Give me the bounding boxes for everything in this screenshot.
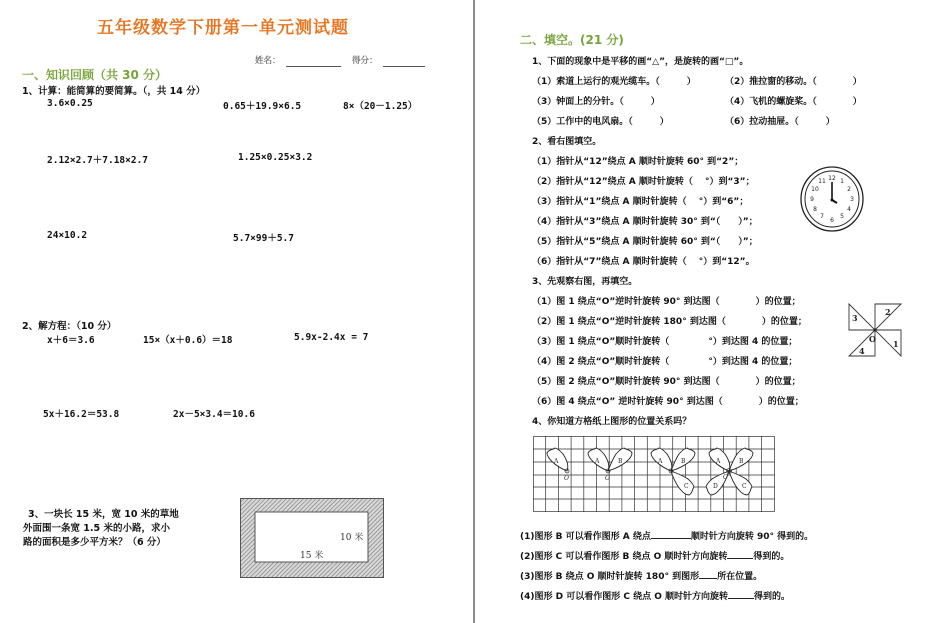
svg-text:C: C bbox=[684, 483, 689, 490]
svg-text:10: 10 bbox=[811, 186, 819, 193]
length-label: 15 米 bbox=[300, 551, 324, 561]
section2-title: 二、填空。(21 分) bbox=[520, 33, 624, 47]
width-label: 10 米 bbox=[340, 533, 364, 543]
name-field[interactable] bbox=[255, 48, 341, 67]
svg-text:11: 11 bbox=[818, 178, 826, 185]
svg-text:B: B bbox=[739, 458, 744, 465]
section1-title: 一、知识回顾（共 30 分） bbox=[22, 68, 168, 82]
grid-flowers-graphic bbox=[533, 436, 775, 512]
s2-q4-item-4 bbox=[520, 589, 790, 602]
s2-q2-prompt: 2、看右图填空。 bbox=[532, 137, 602, 147]
s2-q4-item-3-blank[interactable] bbox=[699, 570, 717, 579]
svg-text:A: A bbox=[658, 458, 663, 465]
s2-q2-item-6: （6）指针从“7”绕点 A 顺时针旋转（ °）到“12”。 bbox=[532, 257, 755, 267]
s2-q4-item-2 bbox=[520, 549, 789, 562]
s2-q4-item-1-post: 顺时针方向旋转 90° 得到的。 bbox=[690, 532, 814, 542]
expression-1: 3.6×0.25 bbox=[47, 98, 93, 109]
s2-q1-item-4: （4）飞机的螺旋桨。（ ） bbox=[725, 97, 862, 107]
s2-q3-item-3: （3）图 1 绕点“O”顺时针旋转（ °）到达图 4 的位置； bbox=[532, 337, 798, 347]
equation-3: 5.9x-2.4x = 7 bbox=[294, 332, 369, 343]
s2-q1-item-2: （2）推拉窗的移动。（ ） bbox=[725, 77, 862, 87]
s2-q1-item-1: （1）索道上运行的观光缆车。（ ） bbox=[532, 77, 696, 87]
q3-line-1: 3、一块长 15 米，宽 10 米的草地 bbox=[28, 509, 179, 520]
s2-q4-item-4-blank[interactable] bbox=[728, 590, 754, 599]
pinwheel-figure bbox=[847, 302, 903, 358]
s2-q2-item-1: （1）指针从“12”绕点 A 顺时针旋转 60° 到“2”； bbox=[532, 157, 744, 167]
svg-text:1: 1 bbox=[893, 339, 899, 349]
right-page bbox=[475, 0, 946, 623]
svg-text:3: 3 bbox=[850, 196, 854, 203]
q1-prompt: 1、计算：能简算的要简算。（，共 14 分） bbox=[22, 86, 206, 97]
svg-text:7: 7 bbox=[820, 213, 824, 220]
svg-text:2: 2 bbox=[885, 307, 891, 317]
s2-q4-item-4-post: 得到的。 bbox=[754, 592, 791, 602]
svg-text:O: O bbox=[605, 475, 610, 482]
s2-q4-item-3-pre: (3)图形 B 绕点 O 顺时针旋转 180° 到图形 bbox=[520, 572, 700, 582]
score-blank[interactable] bbox=[383, 57, 425, 67]
svg-text:4: 4 bbox=[847, 206, 851, 213]
svg-text:B: B bbox=[618, 458, 623, 465]
s2-q1-item-6: （6）拉动抽屉。（ ） bbox=[725, 117, 835, 127]
equation-2: 15×（x＋0.6）＝18 bbox=[143, 335, 233, 346]
s2-q4-item-3 bbox=[520, 569, 762, 582]
clock-figure bbox=[799, 166, 865, 232]
s2-q4-item-4-pre: (4)图形 D 可以看作图形 C 绕点 O 顺时针方向旋转 bbox=[520, 592, 729, 602]
s2-q4-item-2-post: 得到的。 bbox=[753, 552, 790, 562]
svg-text:5: 5 bbox=[840, 213, 844, 220]
expression-6: 24×10.2 bbox=[47, 230, 88, 241]
q2-prompt: 2、解方程：（10 分） bbox=[22, 321, 117, 332]
s2-q3-item-4: （4）图 2 绕点“O”顺时针旋转（ °）到达图 4 的位置； bbox=[532, 357, 798, 367]
s2-q4-prompt: 4、你知道方格纸上图形的位置关系吗？ bbox=[532, 417, 692, 427]
svg-text:1: 1 bbox=[840, 178, 844, 185]
svg-text:6: 6 bbox=[830, 217, 834, 224]
pinwheel-graphic bbox=[847, 302, 903, 358]
s2-q4-item-2-pre: (2)图形 C 可以看作图形 B 绕点 O 顺时针方向旋转 bbox=[520, 552, 728, 562]
expression-4: 2.12×2.7＋7.18×2.7 bbox=[47, 155, 149, 166]
rotation-grid-figure bbox=[533, 436, 775, 512]
s2-q4-item-1 bbox=[520, 529, 813, 542]
svg-text:A: A bbox=[554, 458, 559, 465]
svg-text:8: 8 bbox=[813, 206, 817, 213]
svg-text:12: 12 bbox=[828, 175, 836, 182]
s2-q1-item-3: （3）钟面上的分针。（ ） bbox=[532, 97, 660, 107]
svg-text:3: 3 bbox=[852, 313, 858, 323]
score-field[interactable] bbox=[352, 48, 425, 67]
svg-text:O: O bbox=[723, 474, 728, 481]
s2-q4-item-1-blank[interactable] bbox=[651, 530, 691, 539]
svg-text:4: 4 bbox=[859, 346, 865, 356]
q3-line-3: 路的面积是多少平方米？（6 分） bbox=[23, 537, 166, 548]
score-label: 得分： bbox=[352, 56, 378, 66]
s2-q4-item-2-blank[interactable] bbox=[727, 550, 753, 559]
expression-3: 8×（20－1.25） bbox=[343, 101, 418, 112]
expression-5: 1.25×0.25×3.2 bbox=[238, 152, 313, 163]
s2-q1-prompt: 1、下面的现象中是平移的画“△”，是旋转的画“□”。 bbox=[532, 57, 749, 67]
equation-4: 5x＋16.2＝53.8 bbox=[43, 409, 120, 420]
q3-text bbox=[23, 508, 179, 550]
equation-5: 2x－5×3.4＝10.6 bbox=[173, 409, 255, 420]
clock-icon bbox=[799, 166, 865, 232]
s2-q4-item-3-post: 所在位置。 bbox=[717, 572, 763, 582]
path-figure bbox=[240, 498, 384, 578]
svg-text:B: B bbox=[681, 458, 686, 465]
s2-q3-item-1: （1）图 1 绕点“O”逆时针旋转 90° 到达图（ ）的位置； bbox=[532, 297, 801, 307]
s2-q1-item-5: （5）工作中的电风扇。（ ） bbox=[532, 117, 669, 127]
s2-q3-item-6: （6）图 4 绕点“O” 逆时针旋转 90° 到达图（ ）的位置； bbox=[532, 397, 804, 407]
s2-q3-prompt: 3、先观察右图，再填空。 bbox=[532, 277, 638, 287]
svg-text:9: 9 bbox=[810, 196, 814, 203]
equation-1: x＋6＝3.6 bbox=[47, 335, 95, 346]
s2-q2-item-5: （5）指针从“5”绕点 A 顺时针旋转 60° 到“（ ）”； bbox=[532, 237, 758, 247]
name-blank[interactable] bbox=[286, 57, 341, 67]
name-label: 姓名： bbox=[255, 56, 281, 66]
q3-line-2: 外面围一条宽 1.5 米的小路，求小 bbox=[23, 523, 170, 534]
expression-7: 5.7×99＋5.7 bbox=[233, 233, 294, 244]
svg-text:2: 2 bbox=[847, 186, 851, 193]
svg-text:C: C bbox=[742, 483, 747, 490]
s2-q2-item-2: （2）指针从“12”绕点 A 顺时针旋转（ °）到“3”； bbox=[532, 177, 755, 187]
s2-q4-item-1-pre: (1)图形 B 可以看作图形 A 绕点 bbox=[520, 532, 651, 542]
svg-text:D: D bbox=[713, 483, 718, 490]
s2-q3-item-2: （2）图 1 绕点“O”逆时针旋转 180° 到达图（ ）的位置； bbox=[532, 317, 807, 327]
document-title: 五年级数学下册第一单元测试题 bbox=[97, 18, 349, 38]
svg-text:A: A bbox=[716, 458, 721, 465]
svg-text:A: A bbox=[595, 458, 600, 465]
svg-text:O: O bbox=[564, 475, 569, 482]
svg-text:O: O bbox=[869, 334, 876, 344]
s2-q2-item-4: （4）指针从“3”绕点 A 顺时针旋转 30° 到“（ ）”； bbox=[532, 217, 758, 227]
s2-q2-item-3: （3）指针从“1”绕点 A 顺时针旋转（ °）到“6”； bbox=[532, 197, 749, 207]
expression-2: 0.65＋19.9×6.5 bbox=[223, 101, 302, 112]
s2-q3-item-5: （5）图 2 绕点“O”顺时针旋转 90° 到达图（ ）的位置； bbox=[532, 377, 801, 387]
